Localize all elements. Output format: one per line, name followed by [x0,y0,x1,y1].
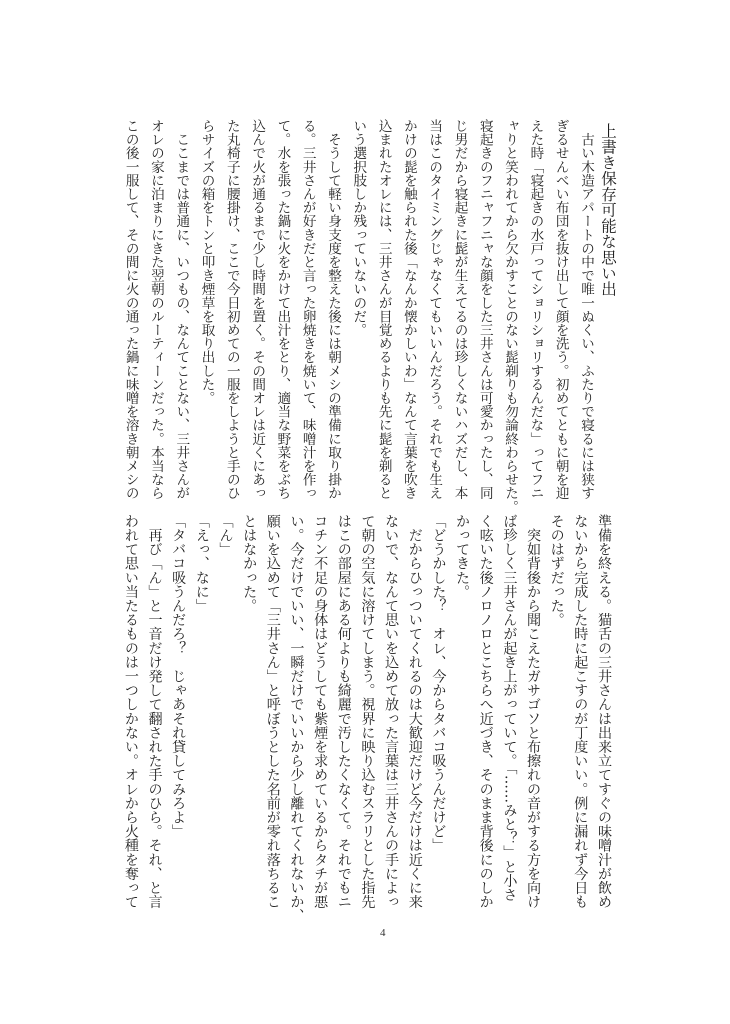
text-line: はこの部屋にある何よりも綺麗で汚したくなくて。それでもニ [335,514,352,909]
page-number: 4 [380,927,386,939]
text-line: そのはずだった。 [548,514,565,627]
text-line: かけの髭を触られた後「なんか懐かしいわ」なんて言葉を吹き [400,119,417,500]
text-line: いう選択肢しか残っていないのだ。 [350,119,367,337]
text-line: ないで、なんて思いを込めて放った言葉は三井さんの手によっ [383,514,400,909]
text-line: ないから完成した時に起こすのが丁度いい。例に漏れず今日も [572,514,589,909]
text-line: 願いを込めて「三井さん」と呼ぼうとした名前が零れ落ちるこ [264,514,281,909]
lower-text-block [118,514,615,923]
text-line: 突如背後から聞こえたガサゴソと布擦れの音がする方を向け [525,514,542,909]
text-line: く呟いた後ノロノロとこちらへ近づき、そのまま背後にのしか [477,514,494,909]
text-line: われて思い当たるものは一つしかない。オレから火種を奪って [122,514,139,909]
text-line: ャりと笑われてから欠かすことのない髭剃りも勿論終わらせた。 [502,119,519,514]
text-line: 「えっ、なに」 [193,514,210,613]
text-line: て。水を張った鍋に火をかけて出汁をとり、適当な野菜をぶち [274,119,291,500]
text-line: 準備を終える。猫舌の三井さんは出来立てすぐの味噌汁が飲め [596,514,612,909]
text-line: 「ん」 [217,514,234,557]
text-line: じ男だから寝起きに髭が生えてるのは珍しくないハズだし、本 [451,119,468,500]
text-line: らサイズの箱をトンと叩き煙草を取り出した。 [198,119,215,405]
text-line: コチン不足の身体はどうしても紫煙を求めているからタチが悪 [312,514,329,909]
text-line: だからひっついてくれるのは大歓迎だけど今だけは近くに来 [406,514,423,909]
text-line: い。今だけでいい、一瞬だけでいいから少し離れてくれないか、 [288,514,305,923]
text-line: ぎるせんべい布団を抜け出して顔を洗う。初めてともに朝を迎 [552,119,569,500]
text-line: オレの家に泊まりにきた翌朝のルーティーンだった。本当なら [147,119,164,500]
text-line: かってきた。 [454,514,471,599]
text-line: 込まれたオレには、三井さんが目覚めるよりも先に髭を剃ると [375,119,392,500]
text-line: 寝起きのフニャフニャな顔をした三井さんは可愛かったし、同 [476,119,493,500]
text-line: 「タバコ吸うんだろ？ じゃあそれ貸してみろよ」 [170,514,187,839]
upper-text-block [117,119,598,513]
text-line: ば珍しく三井さんが起き上がっていて。「……みと？」と小さ [501,514,518,902]
text-line: そうして軽い身支度を整えた後には朝メシの準備に取り掛か [325,119,342,500]
text-line: 古い木造アパートの中で唯一ぬくい、ふたりで寝るには狭す [578,119,594,500]
text-line: 再び「ん」と一音だけ発して翻された手のひら。それ、と言 [146,514,163,909]
text-line: えた時「寝起きの水戸ってショリショリするんだな」ってフニ [527,119,544,500]
text-line: て朝の空気に溶けてしまう。視界に映り込むスラリとした指先 [359,514,376,909]
text-line: 「どうかした？ オレ、今からタバコ吸うんだけど」 [430,514,447,853]
text-line: 込んで火が通るまで少し時間を置く。その間オレは近くにあっ [249,119,266,500]
text-line: この後一服して、その間に火の通った鍋に味噌を溶き朝メシの [122,119,139,500]
story-title: 上書き保存可能な思い出 [599,123,617,297]
text-line: た丸椅子に腰掛け、ここで今日初めての一服をしようと手のひ [223,119,240,500]
text-line: 当はこのタイミングじゃなくてもいいんだろう。それでも生え [426,119,443,500]
text-line: とはなかった。 [241,514,258,613]
text-line: ここまでは普通に、いつもの、なんてことない、三井さんが [173,119,190,500]
text-line: る。三井さんが好きだと言った卵焼きを焼いて、味噌汁を作っ [299,119,316,500]
